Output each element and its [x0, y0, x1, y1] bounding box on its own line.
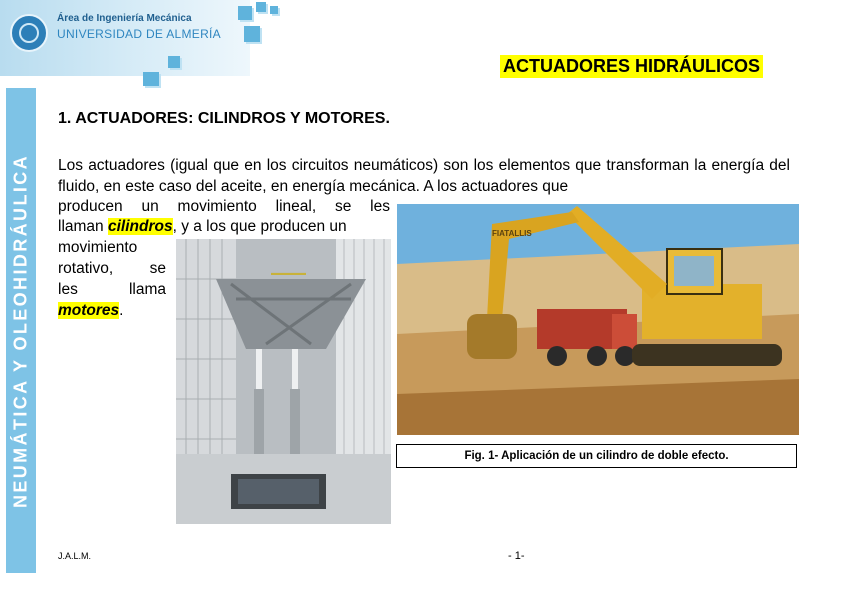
body-text: les: [58, 281, 78, 298]
body-line: [58, 280, 166, 301]
decor-square: [143, 72, 159, 86]
svg-text:▬▬▬▬▬: ▬▬▬▬▬: [271, 270, 306, 277]
decor-square: [238, 6, 252, 20]
university-seal-icon: [10, 14, 48, 52]
body-line: producen un movimiento lineal, se les: [58, 198, 390, 215]
decor-square: [256, 2, 266, 12]
body-line: [58, 301, 123, 322]
university-name: UNIVERSIDAD DE ALMERÍA: [57, 27, 221, 41]
excavator-illustration: [397, 204, 799, 435]
sidebar-title: NEUMÁTICA Y OLEOHIDRÁULICA: [10, 153, 31, 508]
keyword-cilindros: cilindros: [107, 218, 173, 235]
keyword-motores: motores: [58, 302, 120, 319]
figure-caption: Fig. 1- Aplicación de un cilindro de doble efecto.: [396, 444, 797, 468]
body-text: se: [149, 260, 166, 277]
footer-author: J.A.L.M.: [58, 551, 92, 561]
body-text: llama: [128, 281, 166, 298]
section-heading: 1. ACTUADORES: CILINDROS Y MOTORES.: [58, 110, 390, 127]
body-line: [58, 259, 166, 280]
body-text: rotativo,: [58, 260, 114, 277]
decor-square: [270, 6, 278, 14]
page-number: - 1-: [508, 550, 525, 562]
body-text: .: [119, 302, 124, 319]
excavator-brand-label: FIATALLIS: [492, 229, 532, 238]
body-line: movimiento: [58, 239, 138, 256]
body-text: llaman: [58, 218, 108, 235]
body-text: , y a los que producen un: [172, 218, 347, 235]
area-name: Área de Ingeniería Mecánica: [57, 13, 192, 24]
page-title: ACTUADORES HIDRÁULICOS: [500, 55, 763, 78]
body-intro: Los actuadores (igual que en los circuitos neumáticos) son los elementos que transforman la energía del fluido, en este caso del aceite, en energía mecánica. A los actuadores que: [58, 157, 790, 195]
excavator-photo: [397, 204, 799, 435]
hydraulic-lift-illustration: [176, 239, 391, 524]
hydraulic-lift-photo: [176, 239, 391, 524]
decor-square: [244, 26, 260, 42]
body-line: [58, 217, 390, 238]
vertical-sidebar: [6, 88, 36, 573]
decor-square: [168, 56, 180, 68]
